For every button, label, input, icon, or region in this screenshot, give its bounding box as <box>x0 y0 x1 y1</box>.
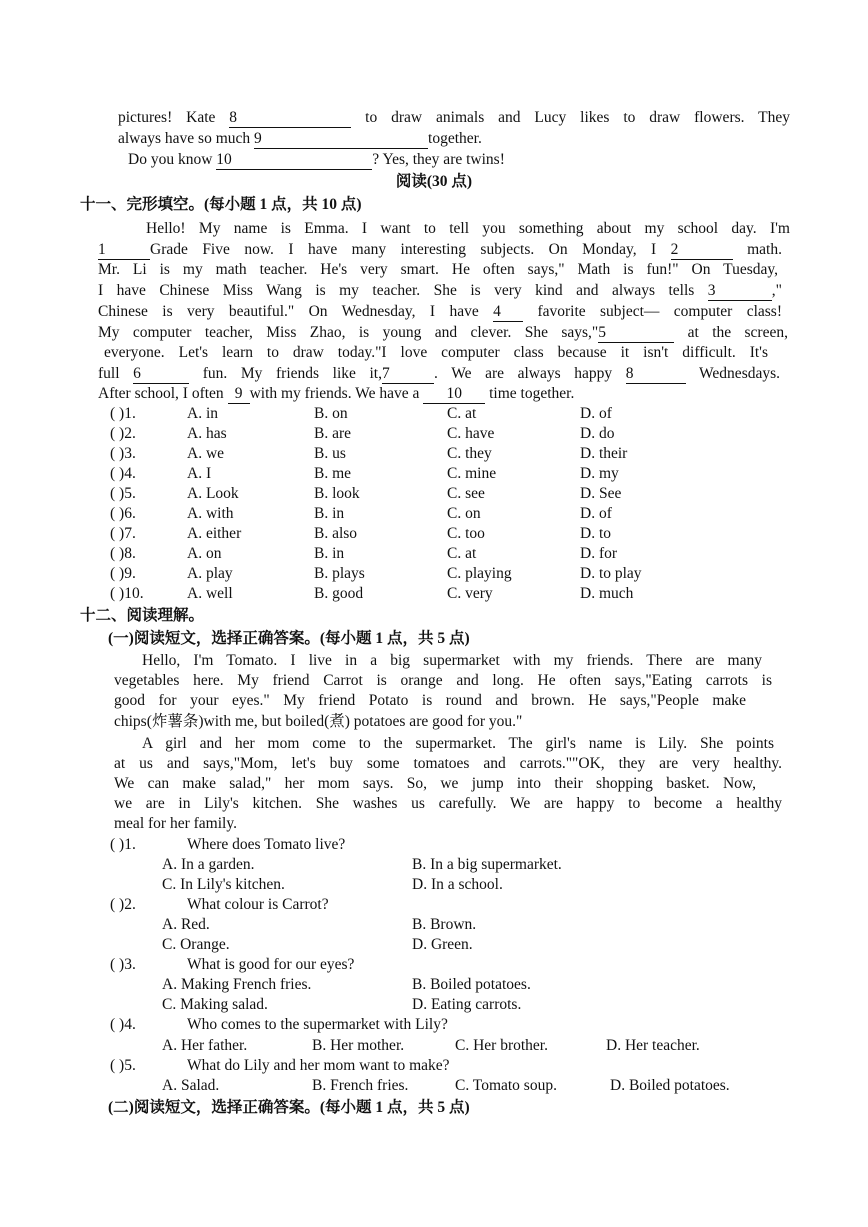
option-b[interactable]: B. plays <box>314 565 365 582</box>
cloze-line: Mr. Li is my math teacher. He's very smart. He often says," Math is fun!" On Tuesday, <box>98 261 778 278</box>
option-b[interactable]: B. Boiled potatoes. <box>412 976 531 993</box>
option-a[interactable]: A. Red. <box>162 916 210 933</box>
option-d[interactable]: D. of <box>580 505 612 522</box>
passage-line: pictures! Kate 8 to draw animals and Lucy likes to draw flowers. They <box>118 109 790 126</box>
option-a[interactable]: A. In a garden. <box>162 856 255 873</box>
blank[interactable]: 6 <box>133 365 189 384</box>
option-d[interactable]: D. their <box>580 445 628 462</box>
cloze-line: I have Chinese Miss Wang is my teacher. She is very kind and always tells 3 ," <box>98 282 782 299</box>
blank[interactable]: 9 <box>254 130 428 149</box>
section-header: 阅读(30 点) <box>395 173 473 190</box>
subsection-title: (一)阅读短文，选择正确答案。(每小题 1 点，共 5 点) <box>108 630 470 647</box>
cloze-line: full 6 fun. My friends like it,7 . We are always happy 8 Wednesdays. <box>98 365 781 382</box>
answer-bracket[interactable]: ( )1. <box>110 836 136 853</box>
option-c[interactable]: C. Tomato soup. <box>455 1077 557 1094</box>
option-d[interactable]: D. Eating carrots. <box>412 996 522 1013</box>
section-title: 十一、完形填空。(每小题 1 点，共 10 点) <box>80 196 362 213</box>
cloze-line: After school, I often 9 with my friends. We have a 10 time together. <box>98 385 575 402</box>
option-c[interactable]: C. see <box>447 485 485 502</box>
option-c[interactable]: C. Making salad. <box>162 996 268 1013</box>
option-c[interactable]: C. Orange. <box>162 936 230 953</box>
option-b[interactable]: B. Brown. <box>412 916 477 933</box>
option-c[interactable]: C. very <box>447 585 493 602</box>
blank[interactable]: 9 <box>228 385 250 404</box>
option-c[interactable]: C. playing <box>447 565 512 582</box>
blank[interactable]: 8 <box>626 365 686 384</box>
blank[interactable]: 7 <box>382 365 434 384</box>
option-c[interactable]: C. mine <box>447 465 497 482</box>
option-a[interactable]: A. either <box>187 525 242 542</box>
option-b[interactable]: B. also <box>314 525 358 542</box>
answer-bracket[interactable]: ( )9. <box>110 565 136 582</box>
option-b[interactable]: B. on <box>314 405 348 422</box>
option-c[interactable]: C. too <box>447 525 485 542</box>
blank[interactable]: 10 <box>423 385 485 404</box>
option-b[interactable]: B. me <box>314 465 352 482</box>
option-c[interactable]: C. Her brother. <box>455 1037 548 1054</box>
answer-bracket[interactable]: ( )4. <box>110 465 136 482</box>
option-a[interactable]: A. Salad. <box>162 1077 220 1094</box>
blank[interactable]: 4 <box>493 303 523 322</box>
option-d[interactable]: D. of <box>580 405 612 422</box>
answer-bracket[interactable]: ( )4. <box>110 1016 136 1033</box>
option-c[interactable]: C. they <box>447 445 492 462</box>
subsection-title: (二)阅读短文，选择正确答案。(每小题 1 点，共 5 点) <box>108 1099 470 1116</box>
option-b[interactable]: B. French fries. <box>312 1077 409 1094</box>
question-text: What is good for our eyes? <box>187 956 355 973</box>
option-a[interactable]: A. play <box>187 565 233 582</box>
option-b[interactable]: B. in <box>314 505 345 522</box>
cloze-line: Hello! My name is Emma. I want to tell you something about my school day. I'm <box>146 220 790 237</box>
answer-bracket[interactable]: ( )8. <box>110 545 136 562</box>
option-b[interactable]: B. In a big supermarket. <box>412 856 562 873</box>
option-a[interactable]: A. Her father. <box>162 1037 248 1054</box>
option-a[interactable]: A. with <box>187 505 234 522</box>
reading-line: we are in Lily's kitchen. She washes us carefully. We are happy to become a healthy <box>114 795 782 812</box>
option-d[interactable]: D. Boiled potatoes. <box>610 1077 730 1094</box>
option-b[interactable]: B. look <box>314 485 360 502</box>
question-text: What colour is Carrot? <box>187 896 329 913</box>
reading-line: vegetables here. My friend Carrot is orange and long. He often says,"Eating carrots is <box>114 672 772 689</box>
answer-bracket[interactable]: ( )2. <box>110 896 136 913</box>
answer-bracket[interactable]: ( )5. <box>110 1057 136 1074</box>
option-c[interactable]: C. at <box>447 405 477 422</box>
reading-line: chips(炸薯条)with me, but boiled(煮) potatoes are good for you." <box>114 713 523 730</box>
option-b[interactable]: B. are <box>314 425 352 442</box>
option-a[interactable]: A. in <box>187 405 218 422</box>
reading-line: We can make salad," her mom says. So, we jump into their shopping basket. Now, <box>114 775 756 792</box>
section-title: 十二、阅读理解。 <box>80 607 205 624</box>
option-a[interactable]: A. Look <box>187 485 239 502</box>
option-d[interactable]: D. my <box>580 465 619 482</box>
option-c[interactable]: C. have <box>447 425 495 442</box>
option-c[interactable]: C. at <box>447 545 477 562</box>
option-d[interactable]: D. to <box>580 525 611 542</box>
answer-bracket[interactable]: ( )2. <box>110 425 136 442</box>
answer-bracket[interactable]: ( )10. <box>110 585 144 602</box>
cloze-line: 1 Grade Five now. I have many interesting subjects. On Monday, I 2 math. <box>98 241 782 258</box>
answer-bracket[interactable]: ( )3. <box>110 956 136 973</box>
option-d[interactable]: D. Her teacher. <box>606 1037 700 1054</box>
option-c[interactable]: C. In Lily's kitchen. <box>162 876 285 893</box>
option-a[interactable]: A. has <box>187 425 227 442</box>
answer-bracket[interactable]: ( )7. <box>110 525 136 542</box>
answer-bracket[interactable]: ( )6. <box>110 505 136 522</box>
option-d[interactable]: D. See <box>580 485 622 502</box>
blank[interactable]: 2 <box>671 241 733 260</box>
question-text: What do Lily and her mom want to make? <box>187 1057 450 1074</box>
blank[interactable]: 1 <box>98 241 150 260</box>
reading-line: at us and says,"Mom, let's buy some tomatoes and carrots.""OK, they are very healthy. <box>114 755 782 772</box>
passage-line: Do you know 10 ? Yes, they are twins! <box>128 151 505 168</box>
blank[interactable]: 10 <box>216 151 372 170</box>
option-a[interactable]: A. we <box>187 445 225 462</box>
option-a[interactable]: A. on <box>187 545 222 562</box>
answer-bracket[interactable]: ( )5. <box>110 485 136 502</box>
option-d[interactable]: D. much <box>580 585 634 602</box>
passage-line: always have so much 9 together. <box>118 130 482 147</box>
answer-bracket[interactable]: ( )3. <box>110 445 136 462</box>
option-d[interactable]: D. to play <box>580 565 642 582</box>
option-a[interactable]: A. I <box>187 465 212 482</box>
blank[interactable]: 5 <box>598 324 674 343</box>
option-d[interactable]: D. Green. <box>412 936 473 953</box>
reading-line: meal for her family. <box>114 815 237 832</box>
option-a[interactable]: A. well <box>187 585 233 602</box>
option-a[interactable]: A. Making French fries. <box>162 976 312 993</box>
cloze-line: Chinese is very beautiful." On Wednesday, I have 4 favorite subject— computer class! <box>98 303 782 320</box>
option-d[interactable]: D. for <box>580 545 618 562</box>
option-c[interactable]: C. on <box>447 505 481 522</box>
answer-bracket[interactable]: ( )1. <box>110 405 136 422</box>
option-d[interactable]: D. In a school. <box>412 876 503 893</box>
reading-line: good for your eyes." My friend Potato is round and brown. He says,"People make <box>114 692 746 709</box>
cloze-line: everyone. Let's learn to draw today."I love computer class because it isn't difficult. It's <box>104 344 768 361</box>
blank[interactable]: 8 <box>229 109 351 128</box>
reading-line: Hello, I'm Tomato. I live in a big supermarket with my friends. There are many <box>142 652 762 669</box>
blank[interactable]: 3 <box>708 282 772 301</box>
option-b[interactable]: B. good <box>314 585 364 602</box>
cloze-line: My computer teacher, Miss Zhao, is young and clever. She says,"5 at the screen, <box>98 324 788 341</box>
question-text: Where does Tomato live? <box>187 836 346 853</box>
option-d[interactable]: D. do <box>580 425 615 442</box>
option-b[interactable]: B. us <box>314 445 346 462</box>
question-text: Who comes to the supermarket with Lily? <box>187 1016 448 1033</box>
option-b[interactable]: B. in <box>314 545 345 562</box>
reading-line: A girl and her mom come to the supermarket. The girl's name is Lily. She points <box>142 735 774 752</box>
option-b[interactable]: B. Her mother. <box>312 1037 405 1054</box>
